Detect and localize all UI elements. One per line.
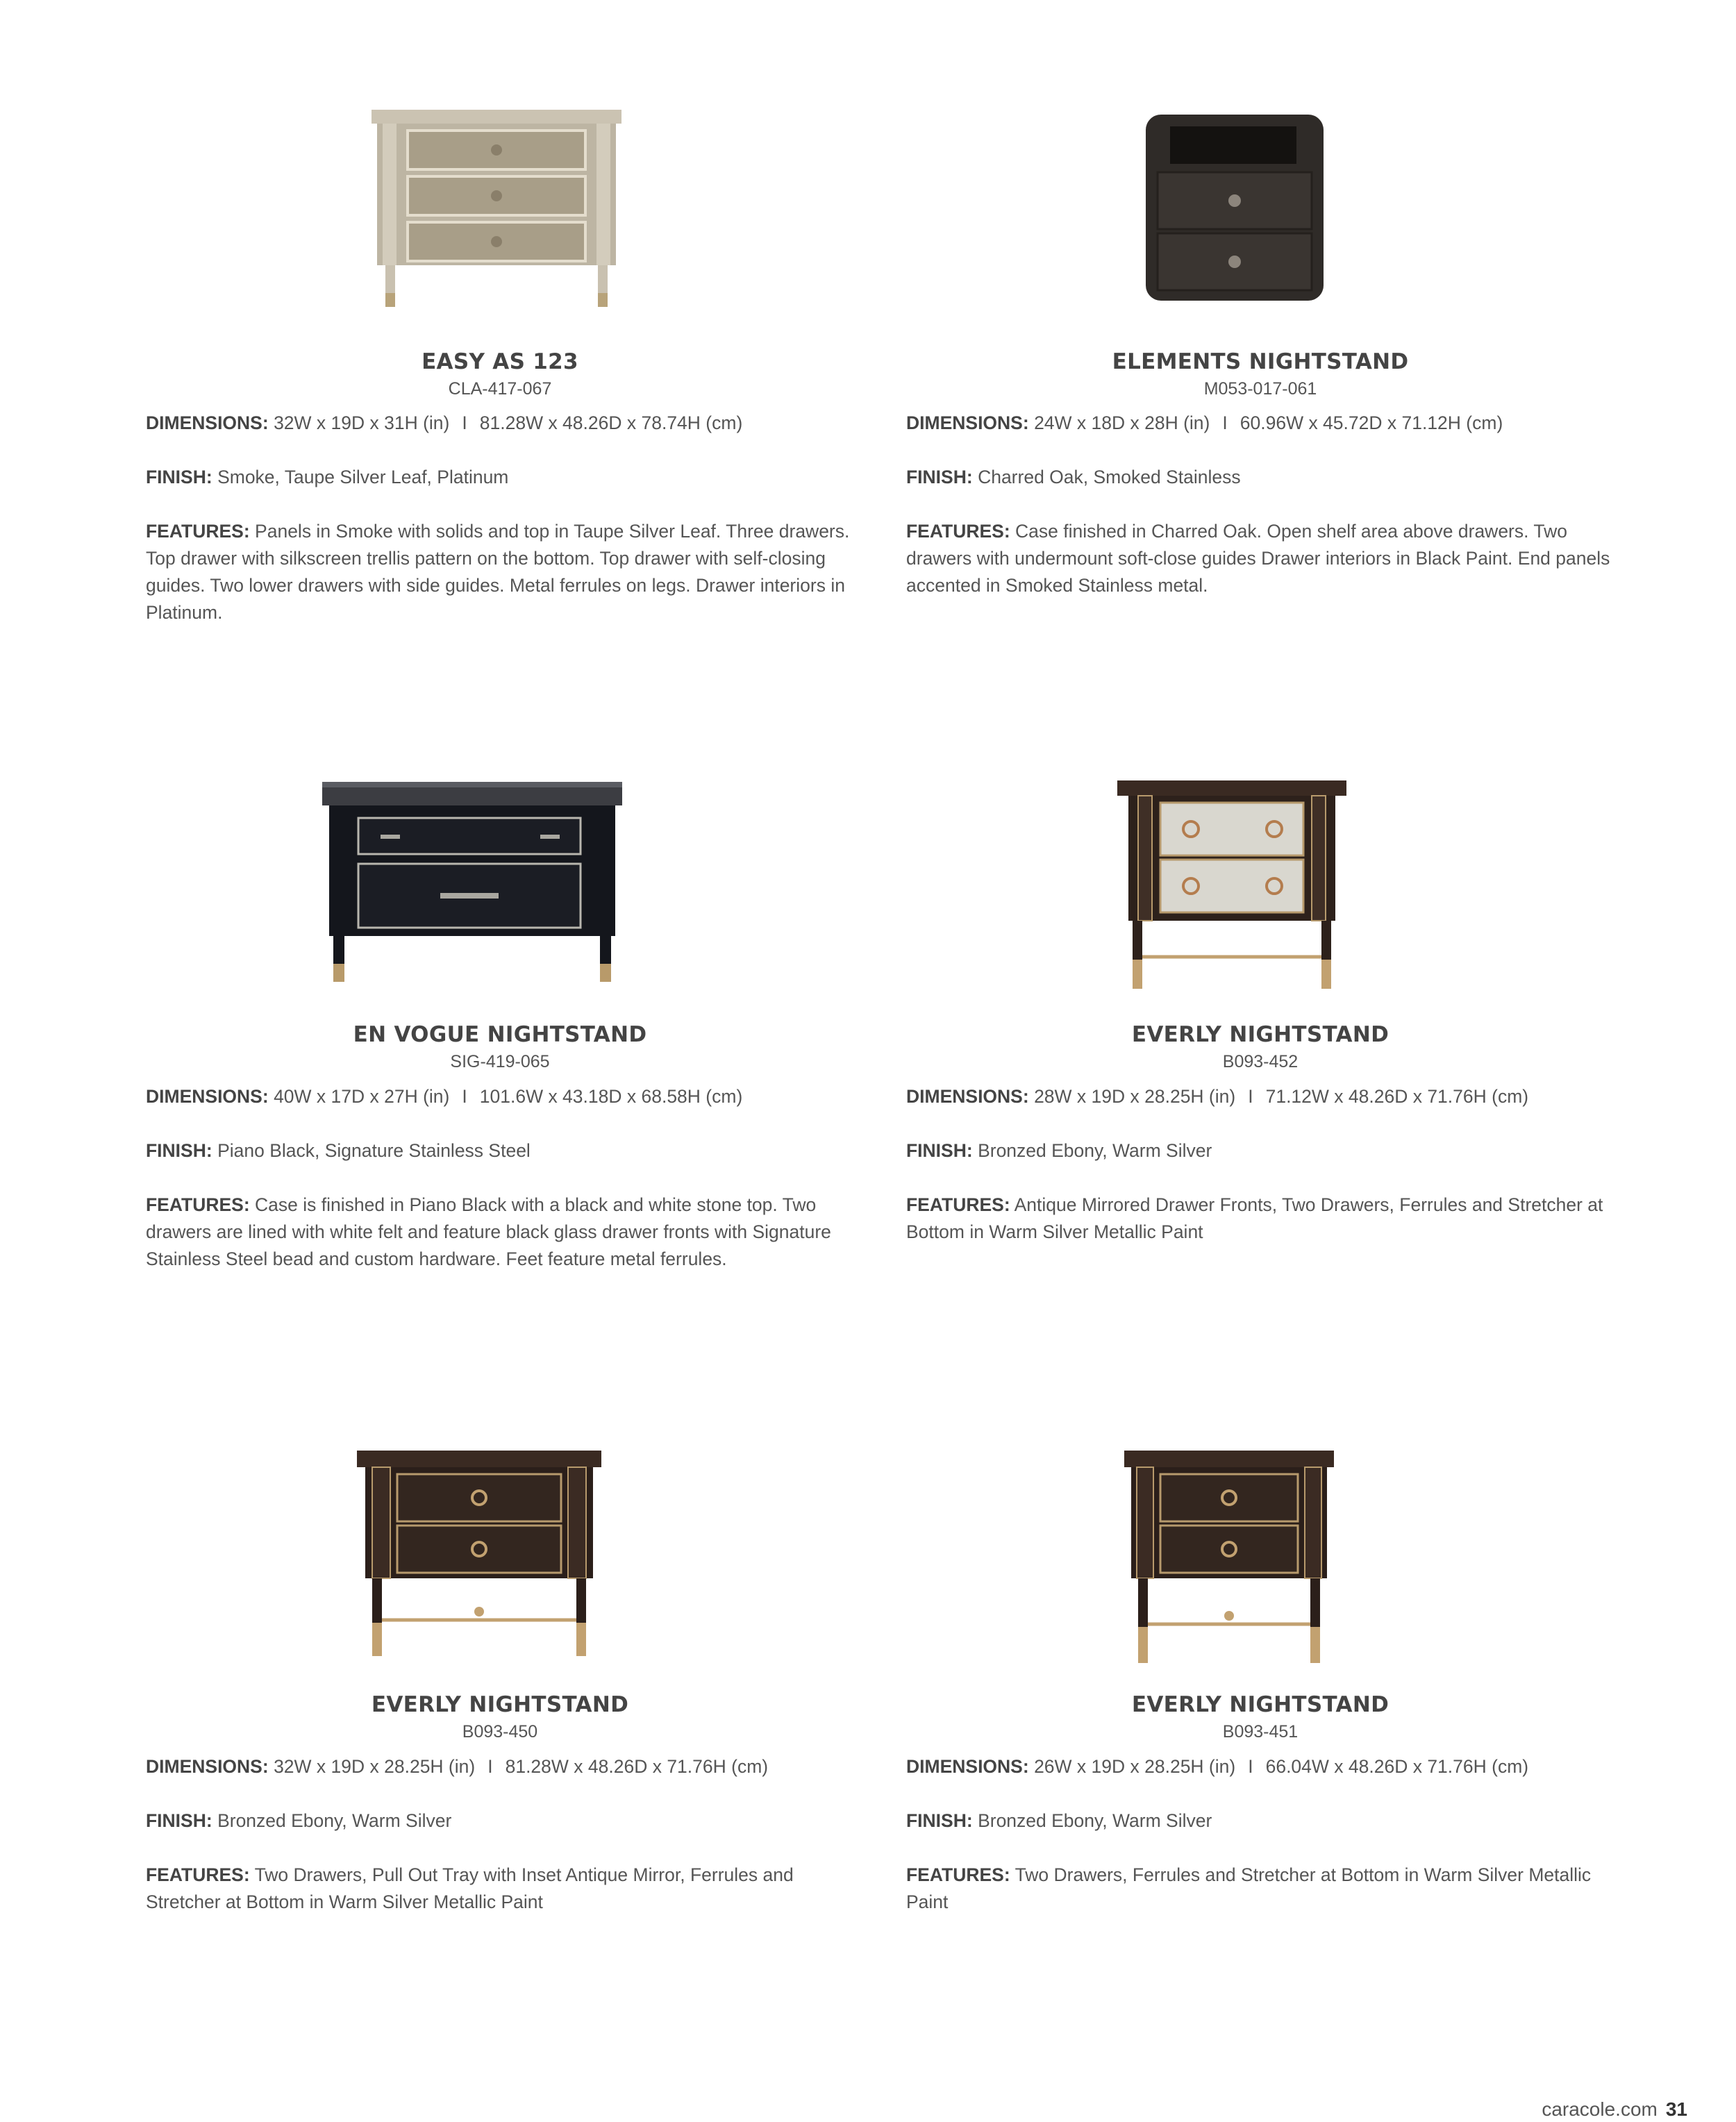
dimensions-label: DIMENSIONS: bbox=[146, 1086, 269, 1107]
product-title: EVERLY NIGHTSTAND bbox=[1131, 1692, 1389, 1717]
features-label: FEATURES: bbox=[906, 521, 1010, 542]
product-title: EASY AS 123 bbox=[422, 349, 578, 374]
nightstand-elements-image bbox=[1142, 111, 1330, 309]
product-features bbox=[906, 1862, 1614, 1916]
finish-value: Bronzed Ebony, Warm Silver bbox=[978, 1140, 1212, 1161]
dimensions-label: DIMENSIONS: bbox=[906, 1086, 1029, 1107]
product-features bbox=[146, 1192, 854, 1273]
product-dimensions bbox=[906, 410, 1614, 437]
product-finish bbox=[906, 464, 1614, 491]
product-sku: SIG-419-065 bbox=[450, 1052, 550, 1071]
features-value: Two Drawers, Pull Out Tray with Inset Antique Mirror, Ferrules and Stretcher at Bottom in Warm Silver Metallic Paint bbox=[146, 1864, 794, 1912]
dimensions-inches: 24W x 18D x 28H (in) bbox=[1034, 412, 1210, 433]
dimensions-label: DIMENSIONS: bbox=[146, 412, 269, 433]
dimensions-inches: 32W x 19D x 28.25H (in) bbox=[274, 1756, 476, 1777]
features-value: Two Drawers, Ferrules and Stretcher at Bottom in Warm Silver Metallic Paint bbox=[906, 1864, 1592, 1912]
product-features bbox=[146, 518, 854, 626]
product-dimensions bbox=[906, 1083, 1614, 1110]
product-sku: M053-017-061 bbox=[1203, 379, 1317, 399]
finish-label: FINISH: bbox=[146, 467, 212, 487]
dimensions-separator: I bbox=[1222, 412, 1228, 433]
dimensions-centimeters: 71.12W x 48.26D x 71.76H (cm) bbox=[1265, 1086, 1529, 1107]
finish-label: FINISH: bbox=[906, 1810, 973, 1831]
finish-value: Charred Oak, Smoked Stainless bbox=[978, 467, 1241, 487]
product-finish bbox=[906, 1137, 1614, 1164]
features-value: Case finished in Charred Oak. Open shelf area above drawers. Two drawers with undermount soft-close guides Drawer interiors in Black Paint. End panels accented in Smoked Stainless metal. bbox=[906, 521, 1610, 596]
features-value: Panels in Smoke with solids and top in Taupe Silver Leaf. Three drawers. Top drawer with silkscreen trellis pattern on the bottom. Top drawer with self-closing guides. Two lower drawers with side guides. Metal ferrules on legs. Drawer interiors in Platinum. bbox=[146, 521, 850, 623]
product-dimensions bbox=[146, 410, 854, 437]
product-features bbox=[146, 1862, 854, 1916]
finish-label: FINISH: bbox=[906, 1140, 973, 1161]
product-sku: CLA-417-067 bbox=[448, 379, 552, 399]
product-title: EN VOGUE NIGHTSTAND bbox=[353, 1022, 647, 1047]
finish-label: FINISH: bbox=[906, 467, 973, 487]
features-label: FEATURES: bbox=[906, 1194, 1010, 1215]
product-dimensions bbox=[146, 1753, 854, 1780]
nightstand-en-vogue-image bbox=[319, 778, 625, 986]
product-title: EVERLY NIGHTSTAND bbox=[1131, 1022, 1389, 1047]
finish-value: Bronzed Ebony, Warm Silver bbox=[217, 1810, 452, 1831]
features-value: Case is finished in Piano Black with a black and white stone top. Two drawers are lined with white felt and feature black glass drawer fronts with Signature Stainless Steel bead and custom hardware. Feet feature metal ferrules. bbox=[146, 1194, 831, 1269]
finish-value: Piano Black, Signature Stainless Steel bbox=[217, 1140, 531, 1161]
finish-value: Bronzed Ebony, Warm Silver bbox=[978, 1810, 1212, 1831]
product-title: ELEMENTS NIGHTSTAND bbox=[1112, 349, 1409, 374]
product-sku: B093-452 bbox=[1222, 1052, 1299, 1071]
dimensions-centimeters: 81.28W x 48.26D x 78.74H (cm) bbox=[479, 412, 743, 433]
page-number: 31 bbox=[1665, 2098, 1687, 2120]
product-finish bbox=[146, 1137, 854, 1164]
dimensions-inches: 28W x 19D x 28.25H (in) bbox=[1034, 1086, 1236, 1107]
nightstand-everly-wide-image bbox=[354, 1448, 604, 1663]
product-finish bbox=[146, 1807, 854, 1835]
footer-website: caracole.com bbox=[1542, 2098, 1658, 2120]
finish-label: FINISH: bbox=[146, 1140, 212, 1161]
product-features bbox=[906, 518, 1614, 599]
nightstand-easy-as-123-image bbox=[365, 104, 635, 312]
product-sku: B093-450 bbox=[462, 1722, 538, 1741]
finish-label: FINISH: bbox=[146, 1810, 212, 1831]
dimensions-separator: I bbox=[1248, 1756, 1253, 1777]
product-features bbox=[906, 1192, 1614, 1246]
features-label: FEATURES: bbox=[906, 1864, 1010, 1885]
dimensions-label: DIMENSIONS: bbox=[906, 1756, 1029, 1777]
nightstand-everly-narrow-image bbox=[1121, 1448, 1337, 1670]
finish-value: Smoke, Taupe Silver Leaf, Platinum bbox=[217, 467, 509, 487]
product-title: EVERLY NIGHTSTAND bbox=[371, 1692, 629, 1717]
features-label: FEATURES: bbox=[146, 1864, 250, 1885]
product-finish bbox=[906, 1807, 1614, 1835]
dimensions-separator: I bbox=[1248, 1086, 1253, 1107]
dimensions-centimeters: 81.28W x 48.26D x 71.76H (cm) bbox=[505, 1756, 769, 1777]
features-label: FEATURES: bbox=[146, 1194, 250, 1215]
product-dimensions bbox=[146, 1083, 854, 1110]
dimensions-separator: I bbox=[487, 1756, 493, 1777]
product-dimensions bbox=[906, 1753, 1614, 1780]
dimensions-centimeters: 101.6W x 43.18D x 68.58H (cm) bbox=[479, 1086, 743, 1107]
product-sku: B093-451 bbox=[1222, 1722, 1299, 1741]
features-label: FEATURES: bbox=[146, 521, 250, 542]
dimensions-label: DIMENSIONS: bbox=[906, 412, 1029, 433]
dimensions-inches: 26W x 19D x 28.25H (in) bbox=[1034, 1756, 1236, 1777]
dimensions-centimeters: 66.04W x 48.26D x 71.76H (cm) bbox=[1265, 1756, 1529, 1777]
dimensions-inches: 32W x 19D x 31H (in) bbox=[274, 412, 450, 433]
dimensions-label: DIMENSIONS: bbox=[146, 1756, 269, 1777]
page-footer bbox=[1542, 2098, 1687, 2121]
nightstand-everly-mirrored-image bbox=[1115, 778, 1351, 993]
dimensions-centimeters: 60.96W x 45.72D x 71.12H (cm) bbox=[1240, 412, 1503, 433]
product-finish bbox=[146, 464, 854, 491]
dimensions-inches: 40W x 17D x 27H (in) bbox=[274, 1086, 450, 1107]
features-value: Antique Mirrored Drawer Fronts, Two Drawers, Ferrules and Stretcher at Bottom in Warm Silver Metallic Paint bbox=[906, 1194, 1603, 1242]
dimensions-separator: I bbox=[462, 1086, 467, 1107]
dimensions-separator: I bbox=[462, 412, 467, 433]
